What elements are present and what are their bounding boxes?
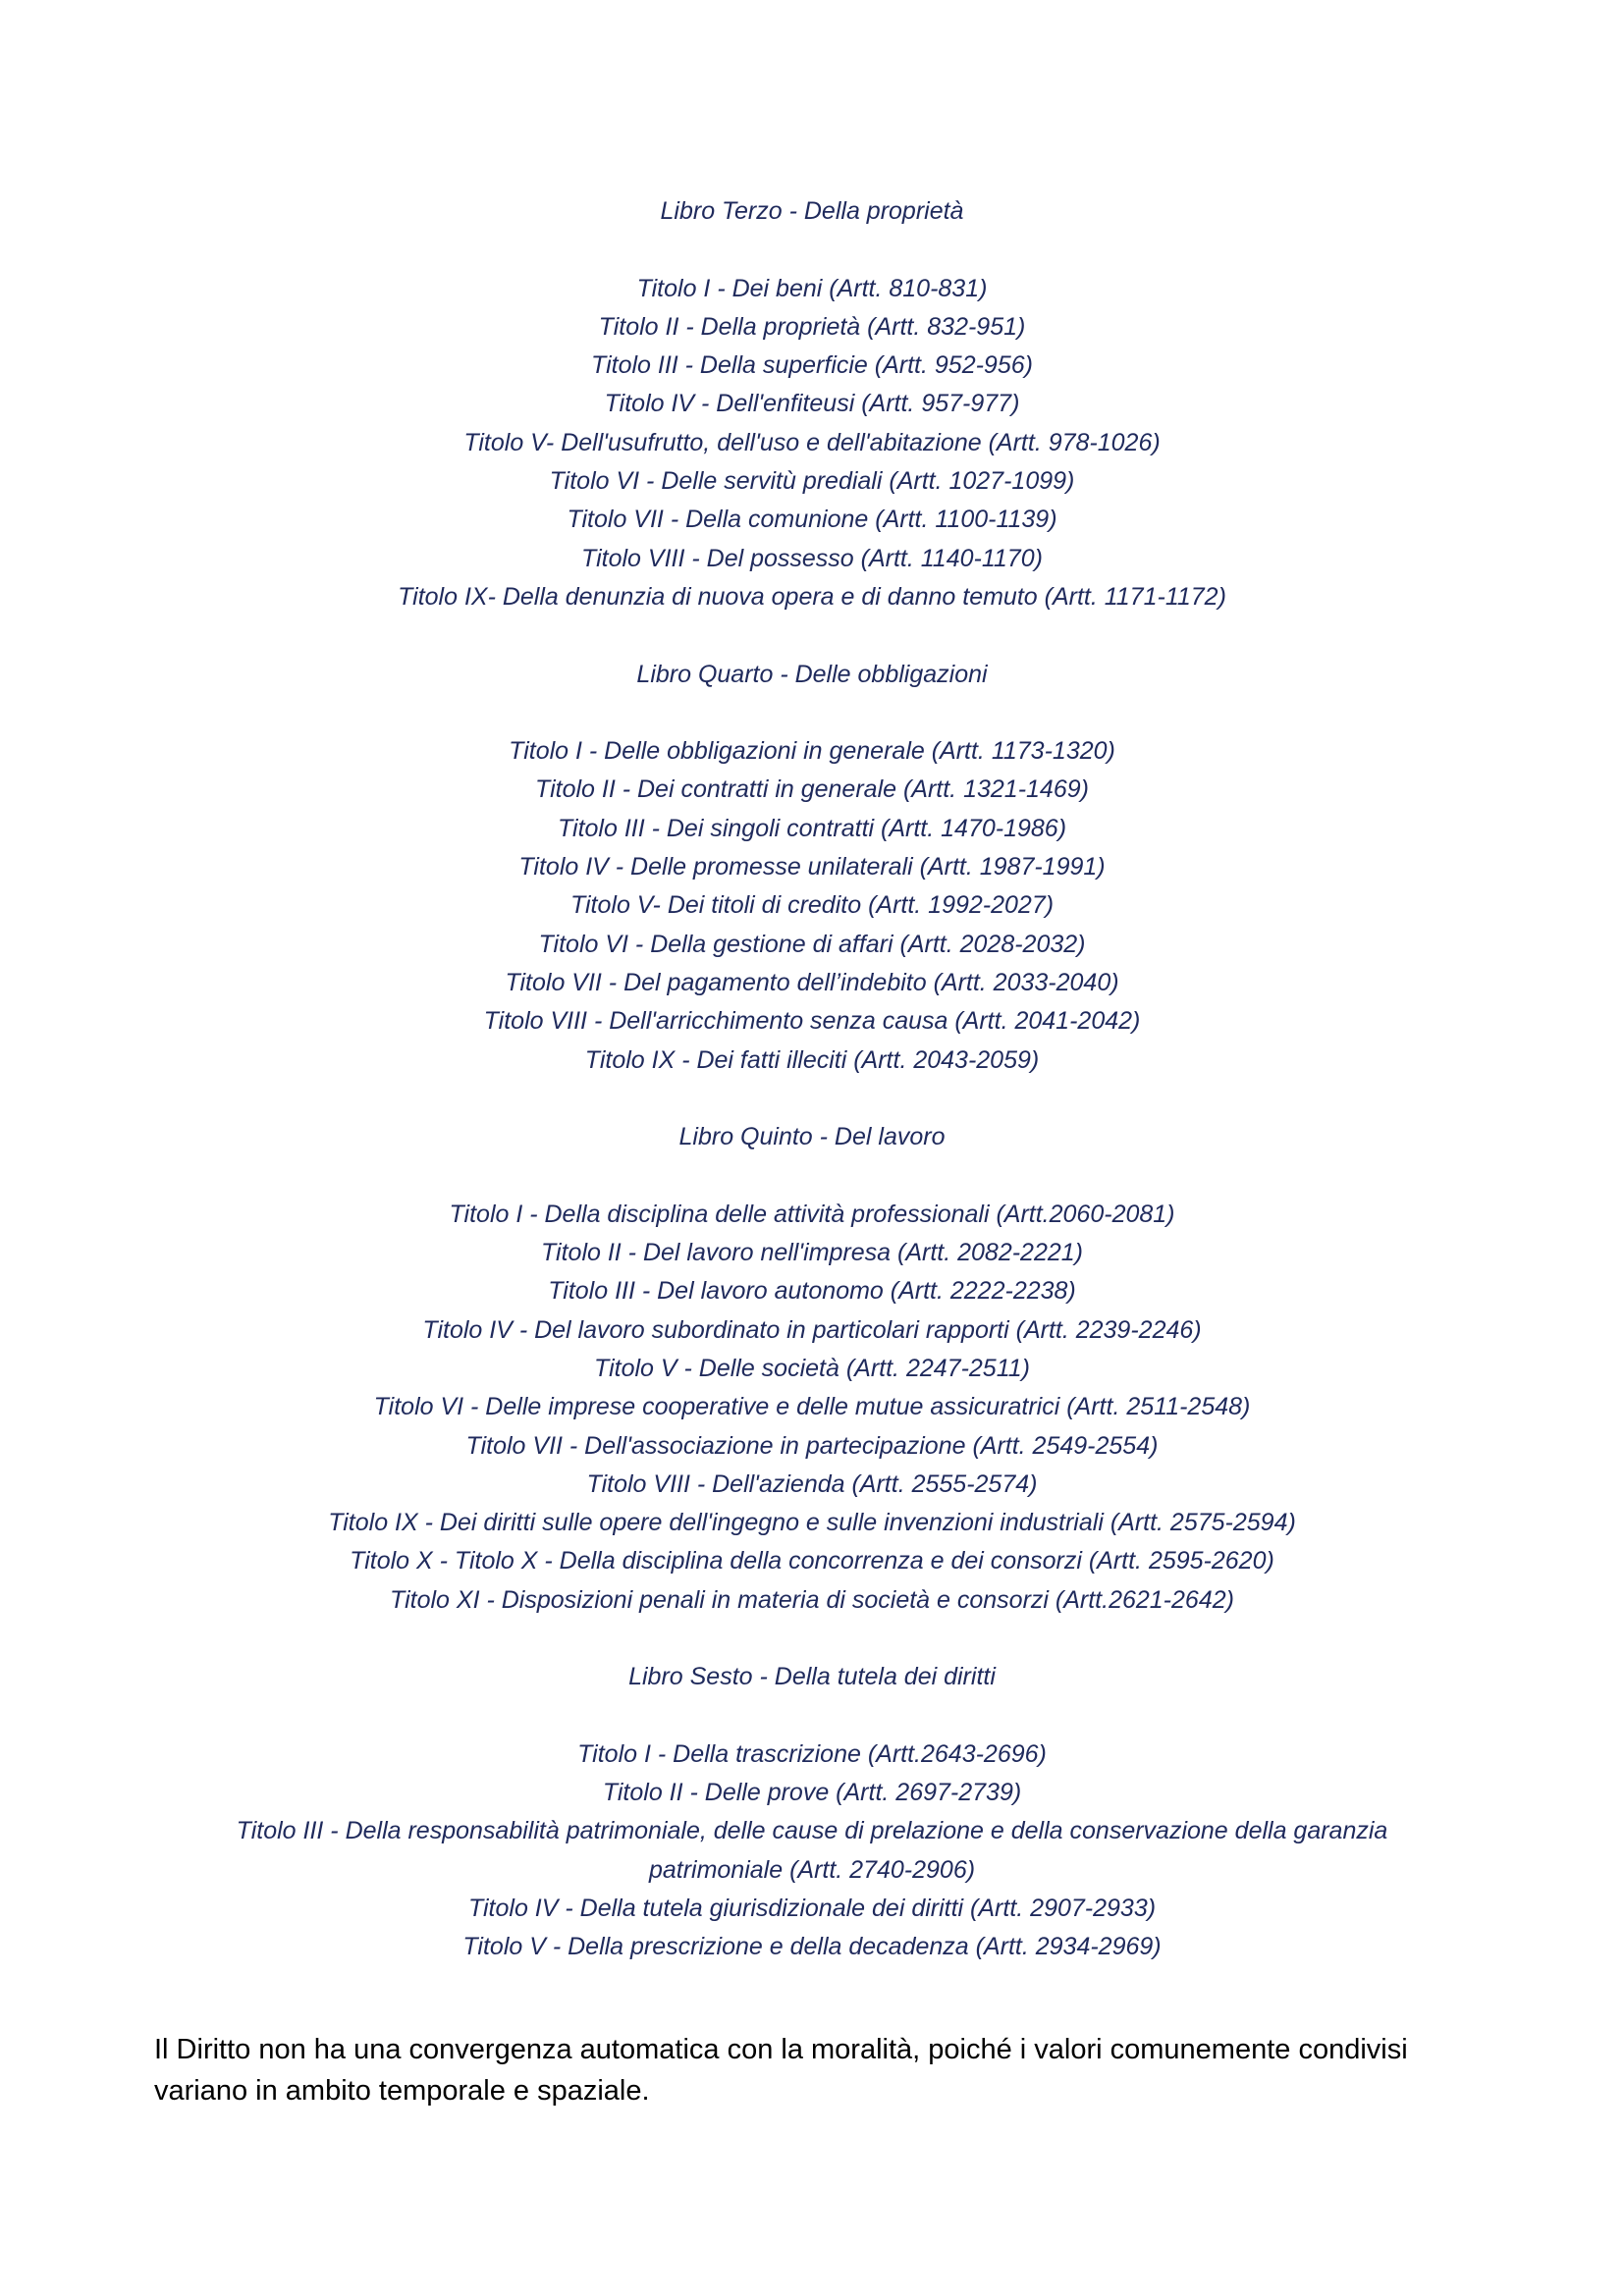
titolo-entry: Titolo X - Titolo X - Della disciplina della concorrenza e dei consorzi (Artt. 2595-2620) (350, 1547, 1274, 1575)
titolo-entry: Titolo VI - Delle servitù prediali (Artt. 1027-1099) (549, 467, 1075, 496)
titolo-entry: Titolo I - Delle obbligazioni in generale (Artt. 1173-1320) (509, 737, 1115, 766)
titolo-entry: Titolo VI - Della gestione di affari (Artt. 2028-2032) (538, 930, 1086, 958)
titolo-entry: Titolo VI - Delle imprese cooperative e delle mutue assicuratrici (Artt. 2511-2548) (373, 1393, 1251, 1421)
titolo-entry: Titolo II - Dei contratti in generale (Artt. 1321-1469) (535, 775, 1089, 804)
libro-quarto-section (98, 656, 1526, 1080)
titolo-entry: Titolo VIII - Dell'azienda (Artt. 2555-2574) (586, 1469, 1038, 1498)
titolo-entry: Titolo IV - Della tutela giurisdizionale dei diritti (Artt. 2907-2933) (467, 1895, 1157, 1923)
titolo-entry: Titolo II - Delle prove (Artt. 2697-2739) (602, 1779, 1022, 1807)
titolo-entry: Titolo V - Delle società (Artt. 2247-2511) (594, 1354, 1030, 1382)
titolo-entry: Titolo IX- Della denunzia di nuova opera e di danno temuto (Artt. 1171-1172) (398, 582, 1226, 611)
book-heading: Libro Sesto - Della tutela dei diritti (628, 1663, 996, 1691)
titolo-entry: Titolo XI - Disposizioni penali in materia di società e consorzi (Artt.2621-2642) (390, 1585, 1234, 1614)
titolo-entry: Titolo IV - Del lavoro subordinato in particolari rapporti (Artt. 2239-2246) (422, 1315, 1202, 1344)
titolo-entry: Titolo II - Del lavoro nell'impresa (Artt. 2082-2221) (540, 1239, 1083, 1267)
closing-paragraph: Il Diritto non ha una convergenza automatica con la moralità, poiché i valori comunemente condivisi variano in ambito temporale e spaziale. (154, 2034, 1408, 2107)
titolo-entry: Titolo VII - Del pagamento dell’indebito (Artt. 2033-2040) (505, 968, 1119, 996)
titolo-entry: Titolo II - Della proprietà (Artt. 832-951) (598, 312, 1026, 341)
titolo-entry: Titolo IX - Dei diritti sulle opere dell'ingegno e sulle invenzioni industriali (Artt. 2575-2594) (328, 1509, 1296, 1537)
titolo-entry: Titolo IX - Dei fatti illeciti (Artt. 2043-2059) (584, 1045, 1040, 1074)
titolo-entry: Titolo I - Della disciplina delle attività professionali (Artt.2060-2081) (449, 1200, 1175, 1228)
titolo-entry: Titolo VIII - Del possesso (Artt. 1140-1170) (581, 544, 1043, 572)
libro-quinto-section (98, 1118, 1526, 1620)
titolo-entry: Titolo III - Della superficie (Artt. 952-956) (591, 351, 1033, 380)
libro-terzo-section (98, 192, 1526, 616)
titolo-entry: Titolo V - Della prescrizione e della decadenza (Artt. 2934-2969) (462, 1933, 1162, 1961)
titolo-entry: Titolo V- Dei titoli di credito (Artt. 1992-2027) (569, 891, 1055, 920)
titolo-entry: Titolo IV - Delle promesse unilaterali (Artt. 1987-1991) (518, 853, 1106, 881)
titolo-entry: Titolo VIII - Dell'arricchimento senza causa (Artt. 2041-2042) (483, 1007, 1141, 1036)
book-heading: Libro Quinto - Del lavoro (678, 1123, 946, 1151)
titolo-entry: Titolo V- Dell'usufrutto, dell'uso e dell'abitazione (Artt. 978-1026) (463, 428, 1161, 456)
titolo-entry: Titolo VII - Dell'associazione in partecipazione (Artt. 2549-2554) (465, 1431, 1159, 1460)
book-heading: Libro Quarto - Delle obbligazioni (636, 660, 988, 688)
titolo-entry: Titolo III - Della responsabilità patrimoniale, delle cause di prelazione e della conservazione della garanzia patrimoniale (Artt. 2740-2906) (236, 1817, 1388, 1884)
titolo-entry: Titolo I - Della trascrizione (Artt.2643-2696) (577, 1739, 1047, 1768)
titolo-entry: Titolo VII - Della comunione (Artt. 1100-1139) (567, 506, 1057, 534)
table-of-contents (98, 192, 1526, 2005)
book-heading: Libro Terzo - Della proprietà (660, 197, 964, 225)
titolo-entry: Titolo III - Del lavoro autonomo (Artt. 2222-2238) (548, 1277, 1076, 1306)
titolo-entry: Titolo I - Dei beni (Artt. 810-831) (636, 274, 988, 302)
titolo-entry: Titolo IV - Dell'enfiteusi (Artt. 957-977) (604, 390, 1020, 418)
titolo-entry: Titolo III - Dei singoli contratti (Artt. 1470-1986) (557, 814, 1067, 842)
libro-sesto-section (98, 1658, 1526, 1966)
